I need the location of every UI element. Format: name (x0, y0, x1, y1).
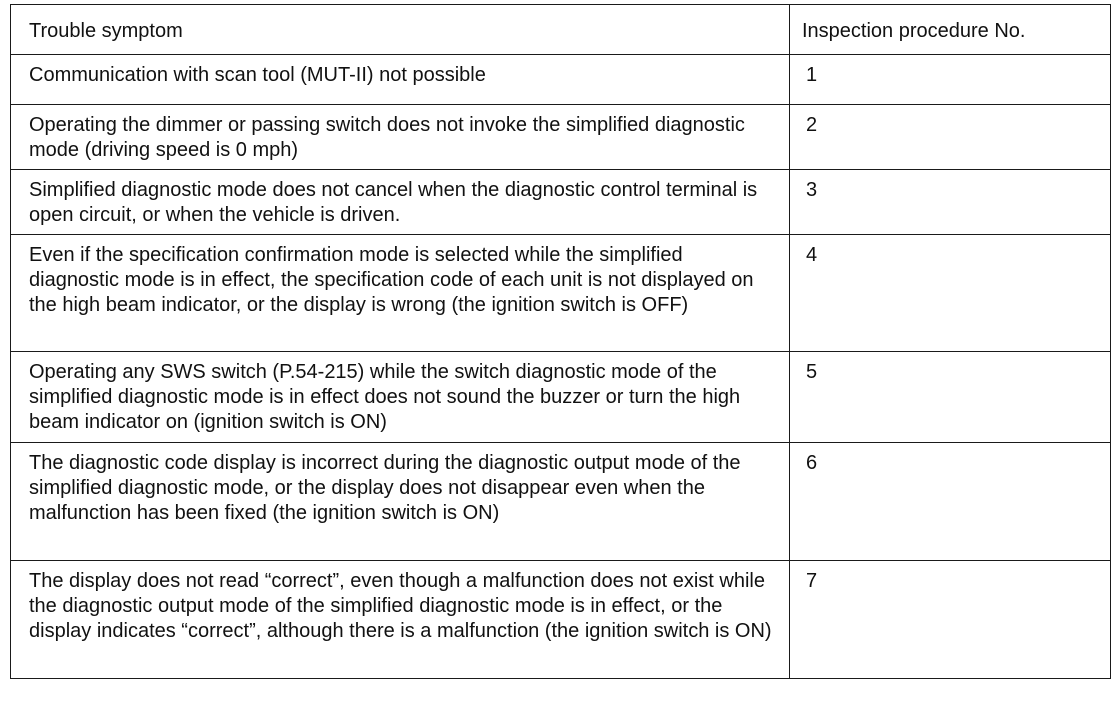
symptom-cell: Even if the specification confirmation mode is selected while the simplified diagnostic mode is in effect, the specification code of each unit is not displayed on the high beam indicator, or the display is wrong (the ignition switch is OFF) (11, 235, 790, 352)
table-row (11, 105, 1111, 170)
procedure-number-cell: 1 (790, 55, 1111, 105)
table-row (11, 443, 1111, 561)
symptom-cell: Operating any SWS switch (P.54-215) while the switch diagnostic mode of the simplified diagnostic mode is in effect does not sound the buzzer or turn the high beam indicator on (ignition switch is ON) (11, 352, 790, 443)
procedure-number-cell: 5 (790, 352, 1111, 443)
procedure-number-cell: 7 (790, 561, 1111, 679)
table-row (11, 235, 1111, 352)
symptom-cell: Communication with scan tool (MUT-II) not possible (11, 55, 790, 105)
symptom-cell: Operating the dimmer or passing switch does not invoke the simplified diagnostic mode (driving speed is 0 mph) (11, 105, 790, 170)
symptom-cell: The diagnostic code display is incorrect during the diagnostic output mode of the simplified diagnostic mode, or the display does not disappear even when the malfunction has been fixed (the ignition switch is ON) (11, 443, 790, 561)
header-inspection-procedure-no: Inspection procedure No. (790, 5, 1111, 55)
procedure-number-cell: 3 (790, 170, 1111, 235)
table-row (11, 561, 1111, 679)
header-trouble-symptom: Trouble symptom (11, 5, 790, 55)
procedure-number-cell: 6 (790, 443, 1111, 561)
procedure-number-cell: 4 (790, 235, 1111, 352)
table-header-row (11, 5, 1111, 55)
symptom-cell: Simplified diagnostic mode does not cancel when the diagnostic control terminal is open circuit, or when the vehicle is driven. (11, 170, 790, 235)
table-row (11, 55, 1111, 105)
symptom-cell: The display does not read “correct”, even though a malfunction does not exist while the diagnostic output mode of the simplified diagnostic mode is in effect, or the display indicates “correct”, although there is a malfunction (the ignition switch is ON) (11, 561, 790, 679)
trouble-symptom-table (10, 4, 1111, 679)
table-row (11, 170, 1111, 235)
procedure-number-cell: 2 (790, 105, 1111, 170)
table-row (11, 352, 1111, 443)
